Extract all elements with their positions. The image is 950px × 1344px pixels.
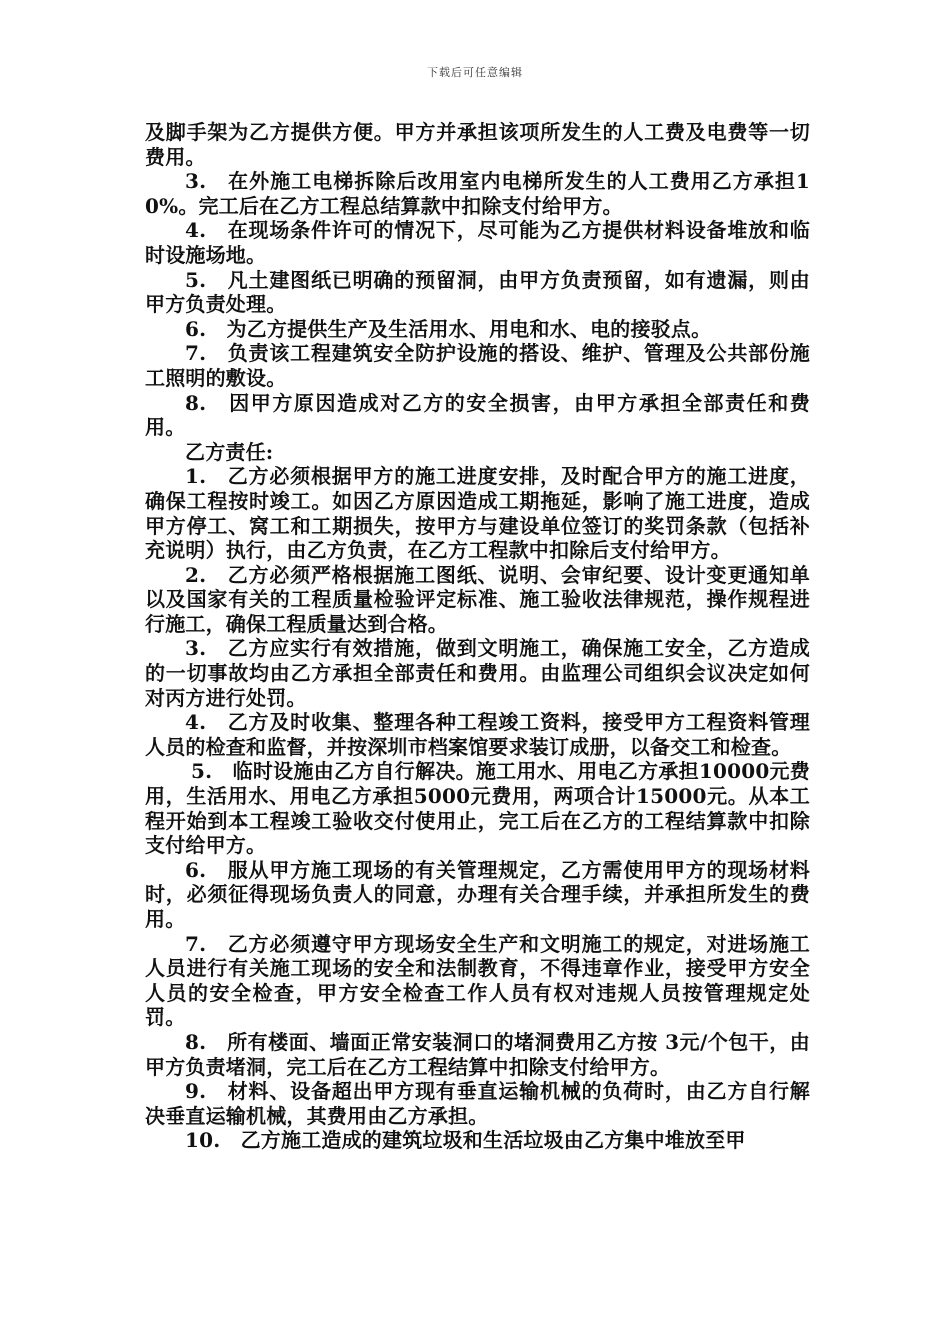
- paragraph-b-item-8: 8. 所有楼面、墙面正常安装洞口的堵洞费用乙方按 3元/个包干，由甲方负责堵洞，完工后在乙方工程结算中扣除支付给甲方。: [145, 1029, 810, 1079]
- paragraph-item-3: 3. 在外施工电梯拆除后改用室内电梯所发生的人工费用乙方承担10%。完工后在乙方工程总结算款中扣除支付给甲方。: [145, 169, 810, 218]
- document-body: [145, 120, 810, 1153]
- paragraph-item-8: 8. 因甲方原因造成对乙方的安全损害，由甲方承担全部责任和费用。: [145, 390, 810, 440]
- paragraph-b-item-4: 4. 乙方及时收集、整理各种工程竣工资料，接受甲方工程资料管理人员的检查和监督，并按深圳市档案馆要求装订成册，以备交工和检查。: [145, 710, 810, 759]
- paragraph-b-item-7: 7. 乙方必须遵守甲方现场安全生产和文明施工的规定，对进场施工人员进行有关施工现场的安全和法制教育，不得违章作业，接受甲方安全人员的安全检查，甲方安全检查工作人员有权对违规人员按管理规定处罚。: [145, 931, 810, 1030]
- paragraph-b-item-6: 6. 服从甲方施工现场的有关管理规定，乙方需使用甲方的现场材料时，必须征得现场负责人的同意，办理有关合理手续，并承担所发生的费用。: [145, 857, 810, 931]
- paragraph-b-item-2: 2. 乙方必须严格根据施工图纸、说明、会审纪要、设计变更通知单以及国家有关的工程质量检验评定标准、施工验收法律规范，操作规程进行施工，确保工程质量达到合格。: [145, 562, 810, 636]
- paragraph-item-4: 4. 在现场条件许可的情况下，尽可能为乙方提供材料设备堆放和临时设施场地。: [145, 218, 810, 267]
- paragraph-continuation: 及脚手架为乙方提供方便。甲方并承担该项所发生的人工费及电费等一切费用。: [145, 120, 810, 169]
- paragraph-b-item-3: 3. 乙方应实行有效措施，做到文明施工，确保施工安全，乙方造成的一切事故均由乙方承担全部责任和费用。由监理公司组织会议决定如何对丙方进行处罚。: [145, 636, 810, 710]
- paragraph-b-item-9: 9. 材料、设备超出甲方现有垂直运输机械的负荷时，由乙方自行解决垂直运输机械，其费用由乙方承担。: [145, 1079, 810, 1128]
- paragraph-b-item-5: 5. 临时设施由乙方自行解决。施工用水、用电乙方承担10000元费用，生活用水、用电乙方承担5000元费用，两项合计15000元。从本工程开始到本工程竣工验收交付使用止，完工后在乙方的工程结算款中扣除支付给甲方。: [145, 759, 810, 858]
- paragraph-b-item-10: 10. 乙方施工造成的建筑垃圾和生活垃圾由乙方集中堆放至甲: [185, 1128, 746, 1153]
- page-header: 下载后可任意编辑: [427, 66, 523, 79]
- paragraph-b-item-1: 1. 乙方必须根据甲方的施工进度安排，及时配合甲方的施工进度，确保工程按时竣工。如因乙方原因造成工期拖延，影响了施工进度，造成甲方停工、窝工和工期损失，按甲方与建设单位签订的奖罚条款（包括补充说明）执行，由乙方负责，在乙方工程款中扣除后支付给甲方。: [145, 464, 810, 563]
- section-heading-party-b: 乙方责任:: [185, 439, 274, 464]
- paragraph-item-6: 6. 为乙方提供生产及生活用水、用电和水、电的接驳点。: [185, 316, 712, 341]
- paragraph-item-7: 7. 负责该工程建筑安全防护设施的搭设、维护、管理及公共部份施工照明的敷设。: [145, 341, 810, 390]
- paragraph-item-5: 5. 凡土建图纸已明确的预留洞，由甲方负责预留，如有遗漏，则由甲方负责处理。: [145, 267, 810, 317]
